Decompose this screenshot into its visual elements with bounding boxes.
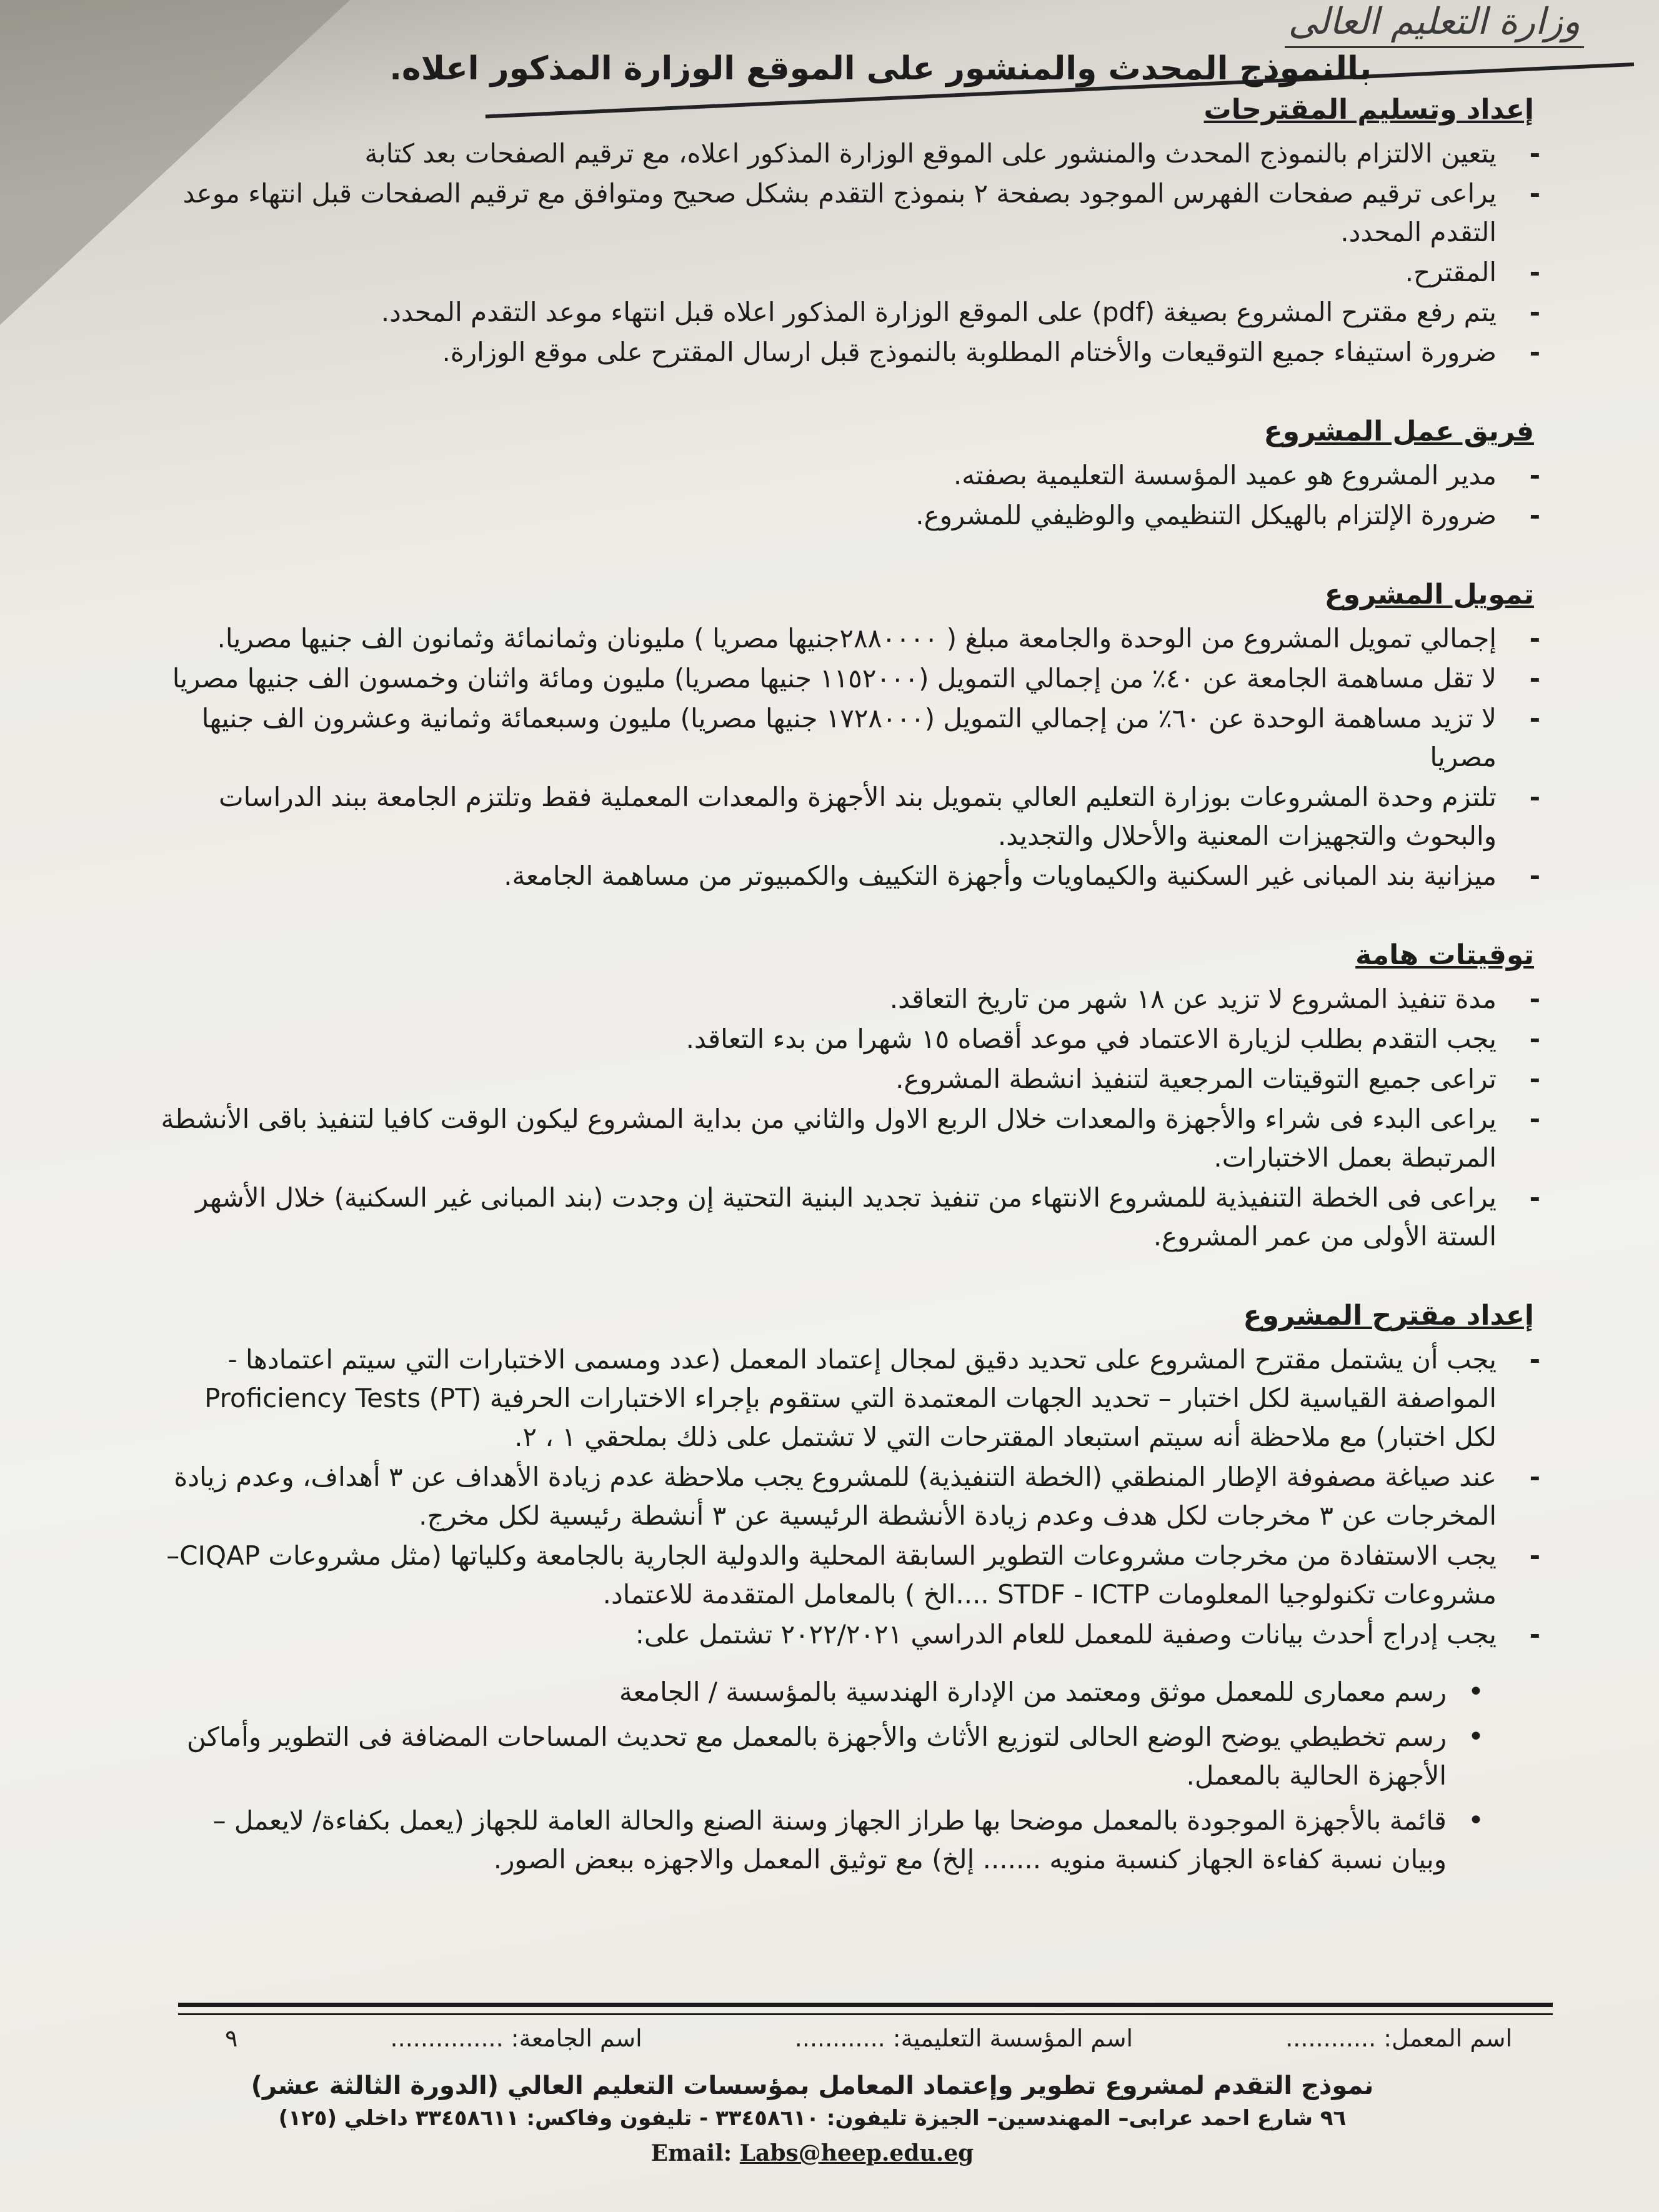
section-title: تمويل المشروع [1324,579,1534,610]
section-title: فريق عمل المشروع [1263,416,1534,447]
list-item: - ضرورة الإلتزام بالهيكل التنظيمي والوظيفي للمشروع. [159,496,1497,535]
section-title: إعداد وتسليم المقترحات [1203,94,1534,126]
list-item: - ضرورة استيفاء جميع التوقيعات والأختام المطلوبة بالنموذج قبل ارسال المقترح على موقع الوزارة. [159,333,1497,372]
list-item: - لا تقل مساهمة الجامعة عن ٤٠٪ من إجمالي التمويل (١١٥٢٠٠٠ جنيها مصريا) مليون ومائة واثنان وخمسون الف جنيها مصريا [159,659,1497,698]
list-item: - تراعى جميع التوقيتات المرجعية لتنفيذ انشطة المشروع. [159,1060,1497,1099]
list-item: - مدة تنفيذ المشروع لا تزيد عن ١٨ شهر من تاريخ التعاقد. [159,980,1497,1019]
bullet-item: • رسم تخطيطي يوضح الوضع الحالى لتوزيع الأثاث والأجهزة بالمعمل مع تحديث المساحات المضافة فى التطوير وأماكن الأجهزة الحالية بالمعمل. [159,1718,1447,1795]
footer-rule [178,2003,1553,2015]
list-item: - يجب أن يشتمل مقترح المشروع على تحديد دقيق لمجال إعتماد المعمل (عدد ومسمى الاختبارات التي سيتم اعتمادها - المواصفة القياسية لكل اختبار – تحديد الجهات المعتمدة التي ستقوم بإجراء الاختبارات الحرفية Proficiency Tests (PT) لكل اختبار) مع ملاحظة أنه سيتم استبعاد المقترحات التي لا تشتمل على ذلك بملحقي ١ ، ٢. [159,1340,1497,1457]
contact-address: ٩٦ شارع احمد عرابى– المهندسين– الجيزة تليفون: ٣٣٤٥٨٦١٠ - تليفون وفاكس: ٣٣٤٥٨٦١١ داخلي (١٢٥) [278,2106,1347,2131]
list-item: - عند صياغة مصفوفة الإطار المنطقي (الخطة التنفيذية) للمشروع يجب ملاحظة عدم زيادة الأهداف عن ٣ أهداف، وعدم زيادة المخرجات عن ٣ مخرجات لكل هدف وعدم زيادة الأنشطة الرئيسية عن ٣ أنشطة رئيسية لكل مخرج. [159,1458,1497,1535]
section-timing [159,939,1534,1256]
dash-list [159,134,1534,372]
list-item: - يجب إدراج أحدث بيانات وصفية للمعمل للعام الدراسي ٢٠٢٢/٢٠٢١ تشتمل على: [159,1615,1497,1654]
intro-line: بالنموذج المحدث والمنشور على الموقع الوزارة المذكور اعلاه. [389,50,1372,87]
page-number: ٩ [225,2025,238,2052]
list-item: - تلتزم وحدة المشروعات بوزارة التعليم العالي بتمويل بند الأجهزة والمعدات المعملية فقط وتلتزم الجامعة ببند الدراسات والبحوث والتجهيزات المعنية والأحلال والتجديد. [159,778,1497,855]
section-funding [159,579,1534,895]
section-team [159,416,1534,535]
bullet-item: • رسم معمارى للمعمل موثق ومعتمد من الإدارة الهندسية بالمؤسسة / الجامعة [159,1673,1447,1711]
email-label: Email: [650,2140,732,2166]
list-item: - يجب التقدم بطلب لزيارة الاعتماد في موعد أقصاه ١٥ شهرا من بدء التعاقد. [159,1020,1497,1059]
document-body [159,50,1534,1923]
form-title: نموذج التقدم لمشروع تطوير وإعتماد المعامل بمؤسسات التعليم العالي (الدورة الثالثة عشر) [251,2071,1374,2100]
section-title: توقيتات هامة [1355,939,1534,971]
list-item: - ميزانية بند المبانى غير السكنية والكيماويات وأجهزة التكييف والكمبيوتر من مساهمة الجامعة. [159,857,1497,895]
list-item: - يتعين الالتزام بالنموذج المحدث والمنشور على الموقع الوزارة المذكور اعلاه، مع ترقيم الصفحات بعد كتابة [159,134,1497,173]
list-item: - يتم رفع مقترح المشروع بصيغة (pdf) على الموقع الوزارة المذكور اعلاه قبل انتهاء موعد التقدم المحدد. [159,293,1497,332]
dash-list [159,456,1534,535]
section-preparation [159,1300,1534,1879]
list-item: - مدير المشروع هو عميد المؤسسة التعليمية بصفته. [159,456,1497,495]
lab-name-field: اسم المعمل: ............ [1285,2025,1512,2052]
university-name-field: اسم الجامعة: ............... [390,2025,642,2052]
list-item: - لا تزيد مساهمة الوحدة عن ٦٠٪ من إجمالي التمويل (١٧٢٨٠٠٠ جنيها مصريا) مليون وسبعمائة وثمانية وعشرون الف جنيها مصريا [159,699,1497,777]
section-title: إعداد مقترح المشروع [1243,1300,1534,1332]
bullet-list [159,1673,1534,1879]
ministry-logo: وزارة التعليم العالى [1285,0,1584,48]
dash-list [159,1340,1534,1654]
dash-list [159,980,1534,1256]
contact-email [225,2140,1400,2166]
list-item: - يراعى ترقيم صفحات الفهرس الموجود بصفحة ٢ بنموذج التقدم بشكل صحيح ومتوافق مع ترقيم الصفحات قبل انتهاء موعد التقدم المحدد. [159,174,1497,252]
footer-fields [225,2025,1512,2052]
list-item: - إجمالي تمويل المشروع من الوحدة والجامعة مبلغ ( ٢٨٨٠٠٠٠جنيها مصريا ) مليونان وثمانمائة وثمانون الف جنيها مصريا. [159,619,1497,658]
section-submission [159,94,1534,372]
list-item: - المقترح. [159,253,1497,292]
dash-list [159,619,1534,895]
list-item: - يراعى البدء فى شراء والأجهزة والمعدات خلال الربع الاول والثاني من بداية المشروع ليكون الوقت كافيا لتنفيذ باقى الأنشطة المرتبطة بعمل الاختبارات. [159,1100,1497,1177]
bullet-item: • قائمة بالأجهزة الموجودة بالمعمل موضحا بها طراز الجهاز وسنة الصنع والحالة العامة للجهاز (يعمل بكفاءة/ لايعمل – وبيان نسبة كفاءة الجهاز كنسبة منويه ....... إلخ) مع توثيق المعمل والاجهزه ببعض الصور. [159,1801,1447,1879]
list-item: - يراعى فى الخطة التنفيذية للمشروع الانتهاء من تنفيذ تجديد البنية التحتية إن وجدت (بند المبانى غير السكنية) خلال الأشهر الستة الأولى من عمر المشروع. [159,1178,1497,1256]
list-item: - يجب الاستفادة من مخرجات مشروعات التطوير السابقة المحلية والدولية الجارية بالجامعة وكلياتها (مثل مشروعات CIQAP– مشروعات تكنولوجيا المعلومات STDF - ICTP ....الخ ) بالمعامل المتقدمة للاعتماد. [159,1537,1497,1614]
email-link[interactable]: Labs@heep.edu.eg [739,2140,974,2166]
institution-name-field: اسم المؤسسة التعليمية: ............ [794,2025,1133,2052]
